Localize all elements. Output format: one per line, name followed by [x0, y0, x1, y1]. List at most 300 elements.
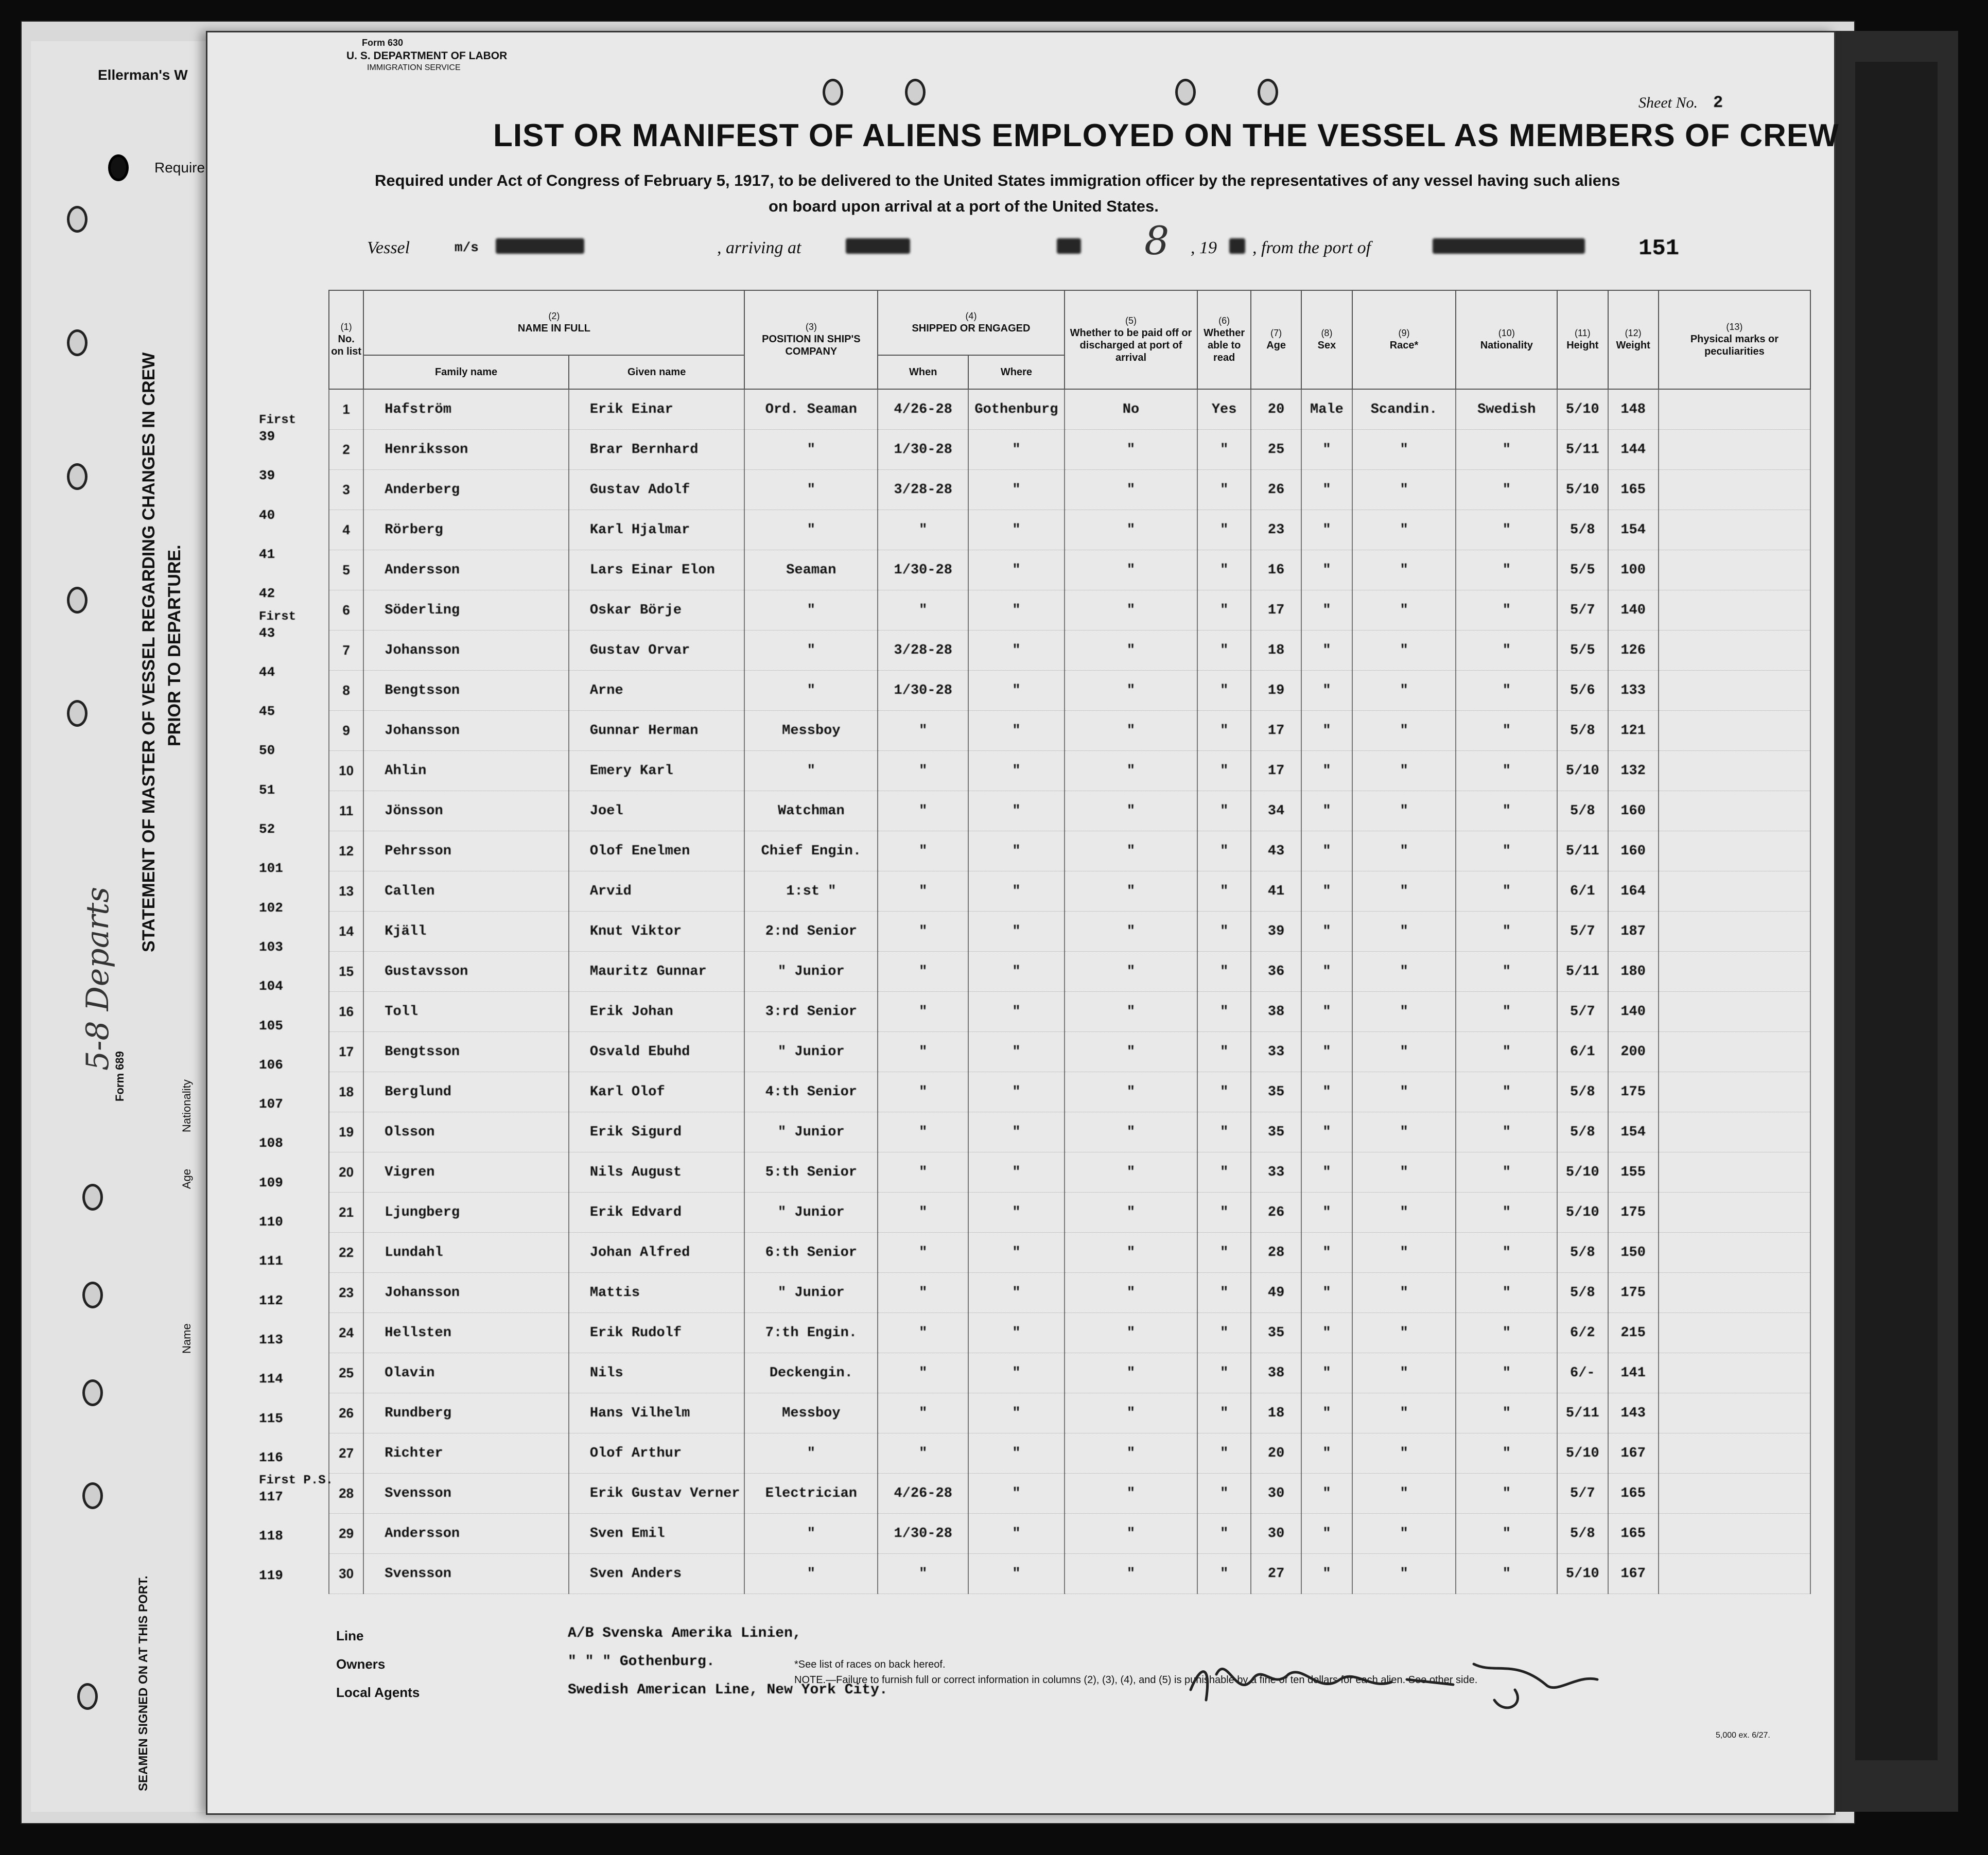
cell-paid: ": [1065, 510, 1198, 550]
cell-when: ": [878, 1313, 968, 1353]
cell-sex: Male: [1301, 389, 1352, 430]
crew-table: [328, 290, 1811, 1594]
cell-weight: 143: [1608, 1393, 1659, 1433]
cell-no: 20: [329, 1152, 363, 1193]
cell-where: ": [968, 992, 1064, 1032]
cell-age: 38: [1251, 1353, 1301, 1393]
cell-read: ": [1197, 992, 1251, 1032]
cell-height: 5/11: [1557, 952, 1608, 992]
table-row: [329, 1433, 1810, 1474]
left-row-number: 39: [259, 468, 275, 484]
table-row: [329, 992, 1810, 1032]
cell-family: Hellsten: [363, 1313, 569, 1353]
cell-given: Johan Alfred: [569, 1233, 745, 1273]
table-row: [329, 1112, 1810, 1152]
cell-read: ": [1197, 1273, 1251, 1313]
cell-no: 30: [329, 1554, 363, 1594]
cell-race: ": [1352, 1193, 1456, 1233]
cell-read: ": [1197, 1393, 1251, 1433]
left-row-number: 116: [259, 1449, 283, 1465]
cell-marks: [1659, 550, 1810, 590]
cell-where: ": [968, 590, 1064, 631]
cell-height: 5/8: [1557, 1233, 1608, 1273]
cell-height: 5/8: [1557, 791, 1608, 831]
cell-paid: ": [1065, 470, 1198, 510]
cell-where: ": [968, 1072, 1064, 1112]
cell-paid: ": [1065, 1353, 1198, 1393]
cell-weight: 148: [1608, 389, 1659, 430]
cell-paid: ": [1065, 671, 1198, 711]
cell-paid: ": [1065, 1273, 1198, 1313]
cell-family: Andersson: [363, 550, 569, 590]
sheet-number: 2: [1713, 93, 1723, 112]
cell-no: 12: [329, 831, 363, 871]
header-name-in-full: (2) NAME IN FULL: [363, 290, 744, 355]
cell-sex: ": [1301, 1353, 1352, 1393]
cell-read: Yes: [1197, 389, 1251, 430]
header-where: Where: [968, 355, 1064, 389]
cell-where: ": [968, 711, 1064, 751]
left-row-number: 43: [259, 625, 275, 641]
header-family-name: Family name: [363, 355, 569, 389]
cell-race: ": [1352, 590, 1456, 631]
cell-nationality: ": [1456, 791, 1557, 831]
cell-where: ": [968, 831, 1064, 871]
cell-race: ": [1352, 1233, 1456, 1273]
cell-where: ": [968, 1112, 1064, 1152]
cell-family: Vigren: [363, 1152, 569, 1193]
cell-given: Arne: [569, 671, 745, 711]
cell-when: 3/28-28: [878, 631, 968, 671]
cell-nationality: ": [1456, 1273, 1557, 1313]
left-row-number: 102: [259, 900, 283, 916]
cell-paid: ": [1065, 1313, 1198, 1353]
table-row: [329, 1554, 1810, 1594]
cell-paid: ": [1065, 831, 1198, 871]
arriving-label: , arriving at: [717, 238, 801, 257]
cell-paid: ": [1065, 1433, 1198, 1474]
left-row-number: 109: [259, 1175, 283, 1191]
cell-given: Sven Emil: [569, 1514, 745, 1554]
cell-read: ": [1197, 1554, 1251, 1594]
cell-nationality: ": [1456, 711, 1557, 751]
table-row: [329, 631, 1810, 671]
left-row-number: 107: [259, 1096, 283, 1112]
cell-read: ": [1197, 1152, 1251, 1193]
cell-no: 29: [329, 1514, 363, 1554]
cell-position: Chief Engin.: [744, 831, 878, 871]
cell-race: ": [1352, 510, 1456, 550]
cell-marks: [1659, 711, 1810, 751]
cell-when: ": [878, 871, 968, 912]
cell-family: Richter: [363, 1433, 569, 1474]
table-row: [329, 510, 1810, 550]
punch-hole: [108, 154, 129, 181]
cell-given: Mauritz Gunnar: [569, 952, 745, 992]
cell-height: 5/10: [1557, 389, 1608, 430]
cell-when: 1/30-28: [878, 671, 968, 711]
punch-hole: [82, 1379, 103, 1406]
cell-age: 33: [1251, 1152, 1301, 1193]
cell-where: ": [968, 631, 1064, 671]
cell-age: 20: [1251, 389, 1301, 430]
cell-given: Mattis: [569, 1273, 745, 1313]
cell-nationality: ": [1456, 1032, 1557, 1072]
punch-hole: [823, 79, 843, 106]
cell-sex: ": [1301, 1273, 1352, 1313]
cell-height: 6/1: [1557, 871, 1608, 912]
cell-race: ": [1352, 470, 1456, 510]
cell-no: 17: [329, 1032, 363, 1072]
cell-weight: 215: [1608, 1313, 1659, 1353]
cell-family: Berglund: [363, 1072, 569, 1112]
cell-paid: ": [1065, 631, 1198, 671]
table-row: [329, 470, 1810, 510]
punch-hole: [1175, 79, 1196, 106]
cell-when: 4/26-28: [878, 1474, 968, 1514]
cell-marks: [1659, 389, 1810, 430]
cell-family: Jönsson: [363, 791, 569, 831]
cell-age: 35: [1251, 1313, 1301, 1353]
cell-family: Ljungberg: [363, 1193, 569, 1233]
table-row: [329, 1152, 1810, 1193]
cell-given: Nils August: [569, 1152, 745, 1193]
cell-weight: 140: [1608, 992, 1659, 1032]
cell-marks: [1659, 912, 1810, 952]
cell-family: Bengtsson: [363, 1032, 569, 1072]
cell-marks: [1659, 1474, 1810, 1514]
cell-position: ": [744, 631, 878, 671]
left-row-number: 108: [259, 1135, 283, 1151]
cell-paid: ": [1065, 1032, 1198, 1072]
table-row: [329, 1072, 1810, 1112]
cell-nationality: ": [1456, 1313, 1557, 1353]
header-paid-off: (5) Whether to be paid off or discharged at port of arrival: [1065, 290, 1198, 389]
service-label: IMMIGRATION SERVICE: [367, 63, 461, 72]
cell-age: 49: [1251, 1273, 1301, 1313]
cell-sex: ": [1301, 1313, 1352, 1353]
cell-paid: No: [1065, 389, 1198, 430]
cell-family: Olavin: [363, 1353, 569, 1393]
cell-position: Electrician: [744, 1474, 878, 1514]
header-race: (9) Race*: [1352, 290, 1456, 389]
cell-height: 5/8: [1557, 711, 1608, 751]
cell-age: 23: [1251, 510, 1301, 550]
cell-where: ": [968, 430, 1064, 470]
cell-no: 18: [329, 1072, 363, 1112]
cell-sex: ": [1301, 1152, 1352, 1193]
cell-sex: ": [1301, 952, 1352, 992]
left-row-number: 115: [259, 1410, 283, 1426]
form-number: Form 630: [362, 38, 404, 48]
cell-given: Karl Hjalmar: [569, 510, 745, 550]
cell-age: 34: [1251, 791, 1301, 831]
cell-height: 5/8: [1557, 1514, 1608, 1554]
cell-given: Sven Anders: [569, 1554, 745, 1594]
cell-height: 5/5: [1557, 550, 1608, 590]
cell-marks: [1659, 631, 1810, 671]
cell-when: ": [878, 1393, 968, 1433]
left-row-number: 106: [259, 1057, 283, 1073]
cell-height: 6/2: [1557, 1313, 1608, 1353]
cell-paid: ": [1065, 1072, 1198, 1112]
cell-weight: 180: [1608, 952, 1659, 992]
cell-marks: [1659, 430, 1810, 470]
arrival-day: 8: [1144, 218, 1170, 264]
cell-where: ": [968, 791, 1064, 831]
seamen-signed-label: SEAMEN SIGNED ON AT THIS PORT.: [136, 1576, 150, 1791]
cell-read: ": [1197, 631, 1251, 671]
cell-no: 5: [329, 550, 363, 590]
cell-family: Söderling: [363, 590, 569, 631]
header-height: (11) Height: [1557, 290, 1608, 389]
cell-marks: [1659, 1233, 1810, 1273]
cell-family: Svensson: [363, 1474, 569, 1514]
cell-weight: 167: [1608, 1554, 1659, 1594]
cell-no: 21: [329, 1193, 363, 1233]
left-required-text: Require: [154, 160, 205, 176]
table-row: [329, 831, 1810, 871]
cell-position: 5:th Senior: [744, 1152, 878, 1193]
cell-family: Rörberg: [363, 510, 569, 550]
cell-where: ": [968, 1313, 1064, 1353]
cell-marks: [1659, 1393, 1810, 1433]
cell-age: 16: [1251, 550, 1301, 590]
cell-when: ": [878, 510, 968, 550]
left-col-nationality: Nationality: [180, 1079, 193, 1132]
cell-sex: ": [1301, 1112, 1352, 1152]
manifest-subtitle-1: Required under Act of Congress of February 5, 1917, to be delivered to the United States immigration officer by the representatives of any vessel having such aliens: [375, 171, 1620, 189]
cell-race: ": [1352, 992, 1456, 1032]
cell-weight: 167: [1608, 1433, 1659, 1474]
cell-nationality: ": [1456, 1514, 1557, 1554]
cell-sex: ": [1301, 590, 1352, 631]
table-header: [329, 290, 1810, 389]
cell-family: Ahlin: [363, 751, 569, 791]
cell-age: 35: [1251, 1112, 1301, 1152]
cell-when: 4/26-28: [878, 389, 968, 430]
cell-weight: 150: [1608, 1233, 1659, 1273]
cell-race: ": [1352, 711, 1456, 751]
cell-sex: ": [1301, 1393, 1352, 1433]
cell-read: ": [1197, 510, 1251, 550]
cell-race: ": [1352, 1313, 1456, 1353]
cell-weight: 175: [1608, 1193, 1659, 1233]
cell-height: 5/7: [1557, 1474, 1608, 1514]
cell-family: Johansson: [363, 1273, 569, 1313]
left-row-number: 41: [259, 546, 275, 562]
cell-when: ": [878, 831, 968, 871]
cell-race: ": [1352, 1554, 1456, 1594]
cell-race: ": [1352, 791, 1456, 831]
cell-nationality: ": [1456, 952, 1557, 992]
left-row-number: 105: [259, 1018, 283, 1034]
cell-given: Erik Gustav Verner: [569, 1474, 745, 1514]
cell-sex: ": [1301, 1474, 1352, 1514]
cell-no: 23: [329, 1273, 363, 1313]
header-position: (3) POSITION IN SHIP'S COMPANY: [744, 290, 878, 389]
cell-read: ": [1197, 671, 1251, 711]
cell-marks: [1659, 791, 1810, 831]
cell-position: ": [744, 1554, 878, 1594]
cell-paid: ": [1065, 1514, 1198, 1554]
cell-no: 2: [329, 430, 363, 470]
header-given-name: Given name: [569, 355, 745, 389]
cell-when: ": [878, 912, 968, 952]
signature: [1185, 1643, 1613, 1721]
cell-when: ": [878, 1353, 968, 1393]
cell-position: ": [744, 590, 878, 631]
cell-weight: 200: [1608, 1032, 1659, 1072]
footer-owners-label: Owners: [336, 1656, 386, 1672]
cell-family: Johansson: [363, 711, 569, 751]
left-row-mark: First: [259, 413, 297, 427]
cell-where: ": [968, 751, 1064, 791]
cell-marks: [1659, 1112, 1810, 1152]
cell-height: 5/8: [1557, 1112, 1608, 1152]
cell-no: 1: [329, 389, 363, 430]
left-row-number: 45: [259, 704, 275, 720]
left-row-number: 103: [259, 939, 283, 955]
cell-nationality: ": [1456, 871, 1557, 912]
cell-weight: 126: [1608, 631, 1659, 671]
cell-sex: ": [1301, 1554, 1352, 1594]
punch-hole: [67, 329, 88, 356]
cell-given: Erik Johan: [569, 992, 745, 1032]
cell-read: ": [1197, 1193, 1251, 1233]
cell-sex: ": [1301, 671, 1352, 711]
cell-weight: 100: [1608, 550, 1659, 590]
table-row: [329, 1393, 1810, 1433]
left-row-mark: First P.S.: [259, 1474, 334, 1488]
punch-hole: [67, 587, 88, 614]
cell-marks: [1659, 751, 1810, 791]
cell-where: ": [968, 871, 1064, 912]
cell-family: Callen: [363, 871, 569, 912]
punch-hole: [82, 1184, 103, 1211]
cell-read: ": [1197, 590, 1251, 631]
left-row-number: 111: [259, 1253, 283, 1269]
cell-height: 5/8: [1557, 1072, 1608, 1112]
cell-nationality: ": [1456, 1072, 1557, 1112]
footer-owners-value: " " " Gothenburg.: [568, 1654, 715, 1670]
cell-height: 5/8: [1557, 1273, 1608, 1313]
cell-weight: 164: [1608, 871, 1659, 912]
cell-where: ": [968, 671, 1064, 711]
punch-hole: [82, 1282, 103, 1308]
left-form-no: Form 689: [113, 1051, 126, 1101]
left-row-number: 51: [259, 782, 275, 798]
cell-family: Svensson: [363, 1554, 569, 1594]
cell-position: " Junior: [744, 1273, 878, 1313]
cell-nationality: Swedish: [1456, 389, 1557, 430]
header-able-to-read: (6) Whether able to read: [1197, 290, 1251, 389]
cell-position: " Junior: [744, 1193, 878, 1233]
cell-read: ": [1197, 751, 1251, 791]
cell-age: 43: [1251, 831, 1301, 871]
cell-family: Andersson: [363, 1514, 569, 1554]
cell-position: 2:nd Senior: [744, 912, 878, 952]
left-row-number: 50: [259, 743, 275, 759]
cell-no: 6: [329, 590, 363, 631]
header-sex: (8) Sex: [1301, 290, 1352, 389]
cell-age: 17: [1251, 751, 1301, 791]
cell-family: Toll: [363, 992, 569, 1032]
cell-read: ": [1197, 470, 1251, 510]
cell-age: 26: [1251, 1193, 1301, 1233]
cell-weight: 165: [1608, 1474, 1659, 1514]
cell-paid: ": [1065, 1393, 1198, 1433]
left-row-number: 44: [259, 664, 275, 680]
cell-nationality: ": [1456, 470, 1557, 510]
cell-read: ": [1197, 1233, 1251, 1273]
cell-race: ": [1352, 430, 1456, 470]
cell-age: 39: [1251, 912, 1301, 952]
punch-hole: [67, 700, 88, 727]
cell-weight: 141: [1608, 1353, 1659, 1393]
cell-given: Osvald Ebuhd: [569, 1032, 745, 1072]
table-row: [329, 1193, 1810, 1233]
cell-height: 5/6: [1557, 671, 1608, 711]
cell-sex: ": [1301, 470, 1352, 510]
header-when: When: [878, 355, 968, 389]
cell-position: ": [744, 1514, 878, 1554]
cell-nationality: ": [1456, 1112, 1557, 1152]
cell-nationality: ": [1456, 1554, 1557, 1594]
department-label: U. S. DEPARTMENT OF LABOR: [346, 50, 508, 62]
cell-paid: ": [1065, 912, 1198, 952]
cell-nationality: ": [1456, 1433, 1557, 1474]
cell-height: 5/11: [1557, 1393, 1608, 1433]
cell-age: 25: [1251, 430, 1301, 470]
cell-given: Erik Sigurd: [569, 1112, 745, 1152]
cell-race: ": [1352, 751, 1456, 791]
punch-hole: [82, 1482, 103, 1509]
statement-title: STATEMENT OF MASTER OF VESSEL REGARDING CHANGES IN CREW: [139, 352, 159, 952]
cell-paid: ": [1065, 1233, 1198, 1273]
cell-read: ": [1197, 1032, 1251, 1072]
cell-given: Emery Karl: [569, 751, 745, 791]
header-shipped: (4) SHIPPED OR ENGAGED: [878, 290, 1064, 355]
cell-family: Hafström: [363, 389, 569, 430]
cell-sex: ": [1301, 631, 1352, 671]
footer-races-note: *See list of races on back hereof.: [794, 1659, 946, 1670]
from-port: [1433, 238, 1585, 254]
cell-marks: [1659, 590, 1810, 631]
cell-when: ": [878, 1032, 968, 1072]
cell-position: Watchman: [744, 791, 878, 831]
cell-when: ": [878, 590, 968, 631]
cell-race: ": [1352, 952, 1456, 992]
cell-marks: [1659, 1353, 1810, 1393]
cell-position: 7:th Engin.: [744, 1313, 878, 1353]
cell-weight: 121: [1608, 711, 1659, 751]
left-form-strip: [31, 41, 218, 1812]
cell-age: 26: [1251, 470, 1301, 510]
cell-height: 5/5: [1557, 631, 1608, 671]
table-row: [329, 1273, 1810, 1313]
cell-nationality: ": [1456, 671, 1557, 711]
cell-family: Henriksson: [363, 430, 569, 470]
left-row-number: 39: [259, 429, 275, 444]
cell-marks: [1659, 831, 1810, 871]
cell-weight: 160: [1608, 831, 1659, 871]
table-row: [329, 1032, 1810, 1072]
cell-height: 5/8: [1557, 510, 1608, 550]
cell-height: 5/11: [1557, 831, 1608, 871]
cell-when: ": [878, 992, 968, 1032]
cell-no: 10: [329, 751, 363, 791]
